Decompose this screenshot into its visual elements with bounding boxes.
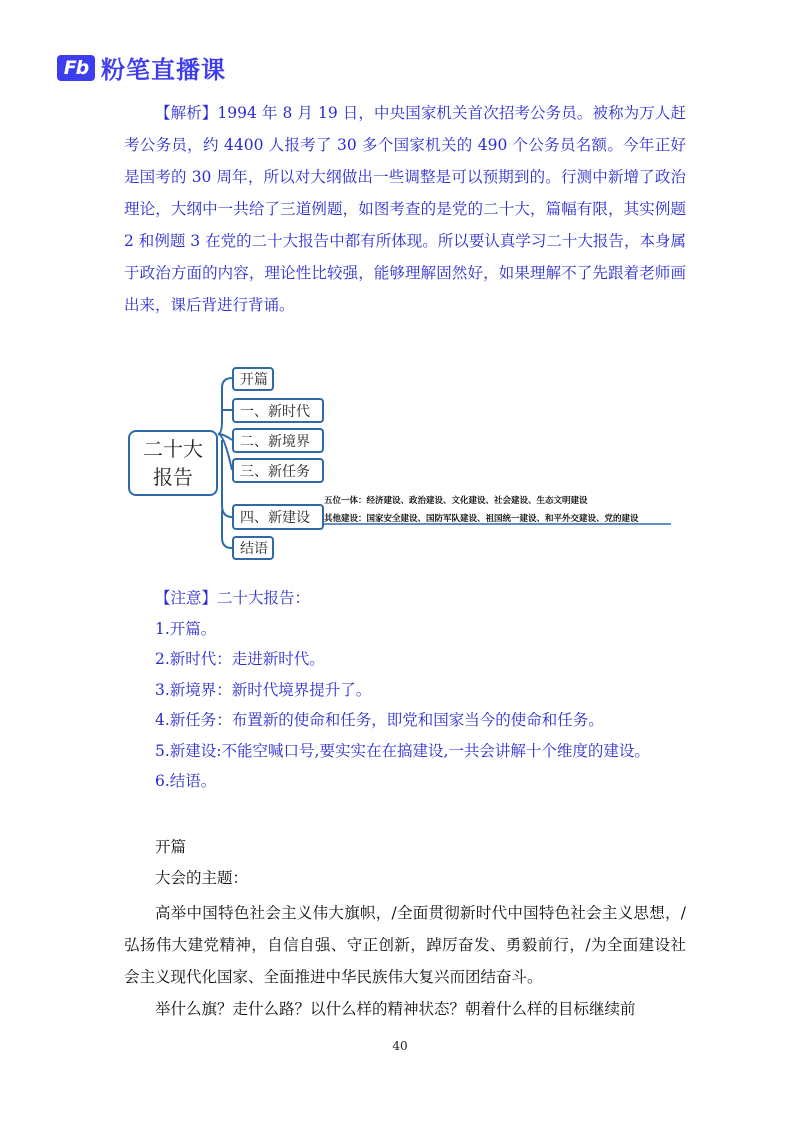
mind-map-diagram — [126, 360, 686, 565]
branch-label: 开篇 — [240, 372, 268, 388]
analysis-paragraph: 【解析】1994 年 8 月 19 日，中央国家机关首次招考公务员。被称为万人赶考公务员，约 4400 人报考了 30 多个国家机关的 490 个公务员名额。今年正好是国考的 30 周年，所以对大纲做出一些调整是可以预期到的。行测中新增了政治理论，大纲中一共给了三道例题，如图考查的是党的二十大，篇幅有限，其实例题 2 和例题 3 在党的二十大报告中都有所体现。所以要认真学习二十大报告，本身属于政治方面的内容，理论性比较强，能够理解固然好，如果理解不了先跟着老师画出来，课后背进行背诵。 — [124, 104, 686, 314]
branch-label: 结语 — [240, 541, 268, 557]
branch-new-construction — [232, 504, 324, 530]
theme-paragraph: 高举中国特色社会主义伟大旗帜，/全面贯彻新时代中国特色社会主义思想，/弘扬伟大建党精神，自信自强、守正创新，踔厉奋发、勇毅前行，/为全面建设社会主义现代化国家、全面推进中华民族伟大复兴而团结奋斗。 — [124, 904, 686, 986]
note-item: 5.新建设:不能空喊口号,要实实在在搞建设,一共会讲解十个维度的建设。 — [155, 741, 650, 760]
note-item: 6.结语。 — [155, 772, 217, 790]
note-title: 【注意】二十大报告： — [155, 589, 311, 607]
brand-logo — [57, 50, 226, 85]
root-line-1: 二十大 — [143, 437, 203, 461]
note-item: 3.新境界：新时代境界提升了。 — [155, 680, 372, 699]
branch-new-task — [232, 458, 324, 483]
branch-label: 一、新时代 — [240, 403, 310, 420]
branch-new-era — [232, 398, 324, 423]
root-line-2: 报告 — [153, 465, 193, 489]
branch-label: 四、新建设 — [240, 510, 310, 526]
question-paragraph: 举什么旗？走什么路？以什么样的精神状态？朝着什么样的目标继续前 — [155, 1000, 636, 1018]
connector-opening — [218, 378, 232, 434]
note-item: 4.新任务：布置新的使命和任务，即党和国家当今的使命和任务。 — [155, 711, 604, 729]
logo-icon: Fb — [57, 55, 95, 81]
note-list — [155, 583, 650, 797]
branch-label: 三、新任务 — [240, 463, 310, 480]
mind-map-root — [128, 430, 218, 496]
page-number: 40 — [392, 1039, 408, 1053]
detail-other-construction: 其他建设：国家安全建设、国防军队建设、祖国统一建设、和平外交建设、党的建设 — [324, 514, 639, 524]
theme-label: 大会的主题： — [155, 869, 249, 887]
branch-opening — [232, 367, 274, 391]
branch-label: 二、新境界 — [240, 433, 310, 450]
section-heading: 开篇 — [155, 838, 187, 856]
detail-five-in-one: 五位一体：经济建设、政治建设、文化建设、社会建设、生态文明建设 — [324, 496, 588, 506]
brand-name: 粉笔直播课 — [101, 56, 226, 84]
note-item: 1.开篇。 — [155, 619, 217, 638]
branch-closing — [232, 536, 274, 560]
branch-new-realm — [232, 428, 324, 453]
note-item: 2.新时代：走进新时代。 — [155, 650, 325, 668]
